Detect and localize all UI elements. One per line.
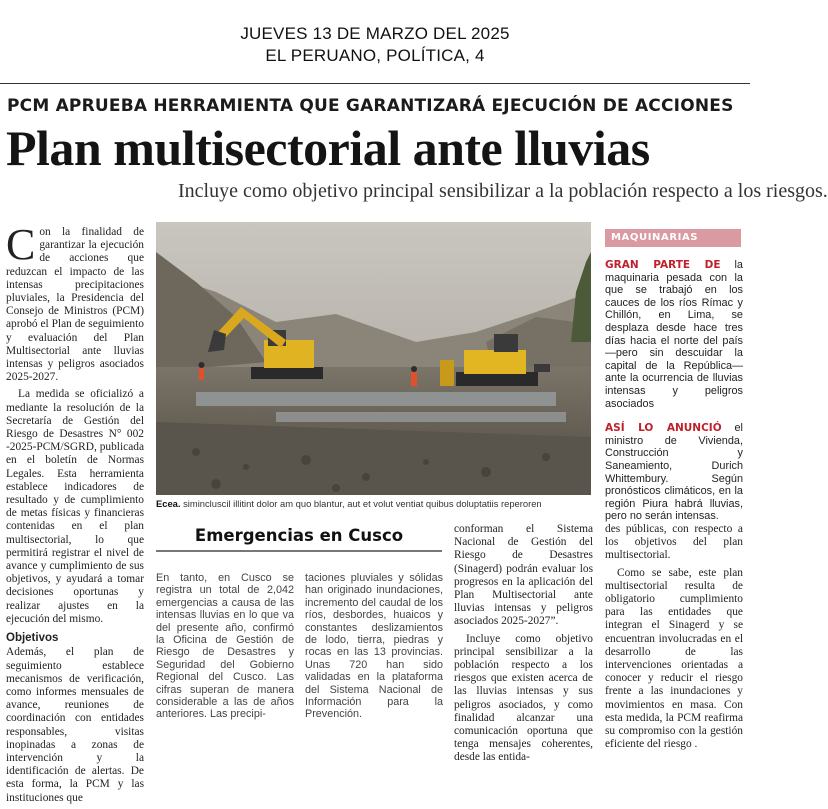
article-photo [156, 222, 591, 495]
cusco-box-column-b [305, 572, 443, 721]
sidebar-text-2: el ministro de Vivienda, Construcción y Saneamiento, Durich Whittembury. Según pronósticos climáticos, en la región Piura habrá lluvias, pero no serán intensas. [605, 422, 743, 523]
caption-text: simincluscil illitint dolor am quo blantur, aut et volut ventiat quibus doluptatiis reperoren [183, 498, 542, 509]
sidebar-lead-2: ASÍ LO ANUNCIÓ [605, 422, 722, 435]
article-deck: Incluye como objetivo principal sensibilizar a la población respecto a los riesgos. [178, 180, 828, 202]
cusco-box-title: Emergencias en Cusco [194, 526, 404, 545]
issue-date: JUEVES 13 DE MARZO DEL 2025 [240, 24, 510, 43]
section-subhead: Objetivos [6, 632, 59, 645]
sidebar-tag-label: MAQUINARIAS [611, 232, 699, 243]
sidebar-lead-1: GRAN PARTE DE [605, 259, 721, 271]
cusco-text-b: taciones pluviales y sólidas han originado inundaciones, incremento del caudal de los ríos, desbordes, huaicos y constantes deslizamientos de lodo, tierra, piedras y rocas en las 13 provincias. Unas 720 han sido validadas en la plataforma del Sistema Nacional de Información para la Prevención. [305, 572, 443, 721]
article-paragraph-2: La medida se oficializó a mediante la resolución de la Secretaría de Gestión del Riesgo de Desastres N° 002 -2025-PCM/SGRD, publicada en el boletín de Normas Legales. Esta herramienta establece indicadores de resultado y de cumplimiento de metas físicas y financieras contenidas en el plan multisectorial, lo que permitirá registrar el nivel de avance y cumplimiento de sus objetivos, y ayudará a tomar decisiones oportunas y realizar ajustes en la ejecución del mismo. [6, 388, 144, 625]
article-paragraph-1 [6, 220, 144, 384]
article-paragraph-6: des públicas, con respecto a los objetivos del plan multisectorial. [605, 523, 743, 562]
cusco-box-rule [156, 550, 442, 552]
cusco-text-a: En tanto, en Cusco se registra un total de 2,042 emergencias a causa de las intensas lluvias en lo que va del presente año, confirmó la Oficina de Gestión de Riesgo de Desastres y Seguridad del Gobierno Regional del Cusco. Las cifras superan de manera considerable a las de años anteriores. Las precipi- [156, 572, 294, 721]
article-paragraph-5: Incluye como objetivo principal sensibilizar a la población respecto a los riesgos que existen acerca de las lluvias intensas y sus peligros asociados, y como finalidad alcanzar una comunicación oportuna que tenga mensajes coherentes, desde las entida- [454, 632, 593, 764]
sidebar-paragraph-2 [605, 422, 743, 523]
article-column-4 [605, 523, 743, 755]
article-paragraph-7: Como se sabe, este plan multisectorial resulta de obligatorio cumplimiento para las entidades que integran el Sinagerd y se encuentran involucradas en el desarrollo de las intervenciones orientadas a conocer y reducir el riesgo frente a las inundaciones y movimientos en masa. Con esta medida, la PCM reafirma su compromiso con la gestión eficiente del riesgo . [605, 566, 743, 751]
sidebar-tag [605, 229, 741, 247]
article-column-3 [454, 523, 593, 769]
header-rule [0, 83, 750, 84]
machinery-sidebar [605, 229, 743, 523]
sidebar-paragraph-1 [605, 259, 743, 410]
riverbed-excavator-photo [156, 222, 591, 495]
article-paragraph-4: conforman el Sistema Nacional de Gestión del Riesgo de Desastres (Sinagerd) podrán evaluar los progresos en la aplicación del Plan Multisectorial ante lluvias intensas y peligros asociados 2025-2027”. [454, 523, 593, 628]
drop-cap: C [6, 220, 36, 269]
article-kicker: PCM APRUEBA HERRAMIENTA QUE GARANTIZARÁ EJECUCIÓN DE ACCIONES [7, 96, 734, 116]
photo-caption [156, 498, 592, 509]
sidebar-text-1: la maquinaria pesada con la que se trabajó en los cauces de los ríos Rímac y Chillón, en Lima, se desplaza desde hace tres días hacia el norte del país —pero sin descuidar la capital de la República— ante la ocurrencia de lluvias intensas y peligros asociados [605, 259, 743, 410]
cusco-box-header [156, 522, 442, 552]
article-headline: Plan multisectorial ante lluvias [6, 120, 650, 176]
issue-source: EL PERUANO, POLÍTICA, 4 [265, 46, 485, 65]
caption-label: Ecea. [156, 498, 181, 509]
cusco-box-column-a [156, 572, 294, 721]
article-paragraph-3: Además, el plan de seguimiento establece mecanismos de verificación, como informes mensuales de avance, reuniones de coordinación con entidades responsables, visitas inopinadas a zonas de intervención y la identificación de alertas. De esta forma, la PCM y las instituciones que [6, 646, 144, 804]
article-column-1 [6, 220, 144, 809]
paragraph-1-text: on la finalidad de garantizar la ejecución de acciones que reduzcan el impacto de las intensas precipitaciones pluviales, la Presidencia del Consejo de Ministros (PCM) aprobó el Plan de seguimiento y evaluación del Plan Multisectorial ante lluvias intensas y peligros asociados 2025-2027. [6, 226, 144, 384]
